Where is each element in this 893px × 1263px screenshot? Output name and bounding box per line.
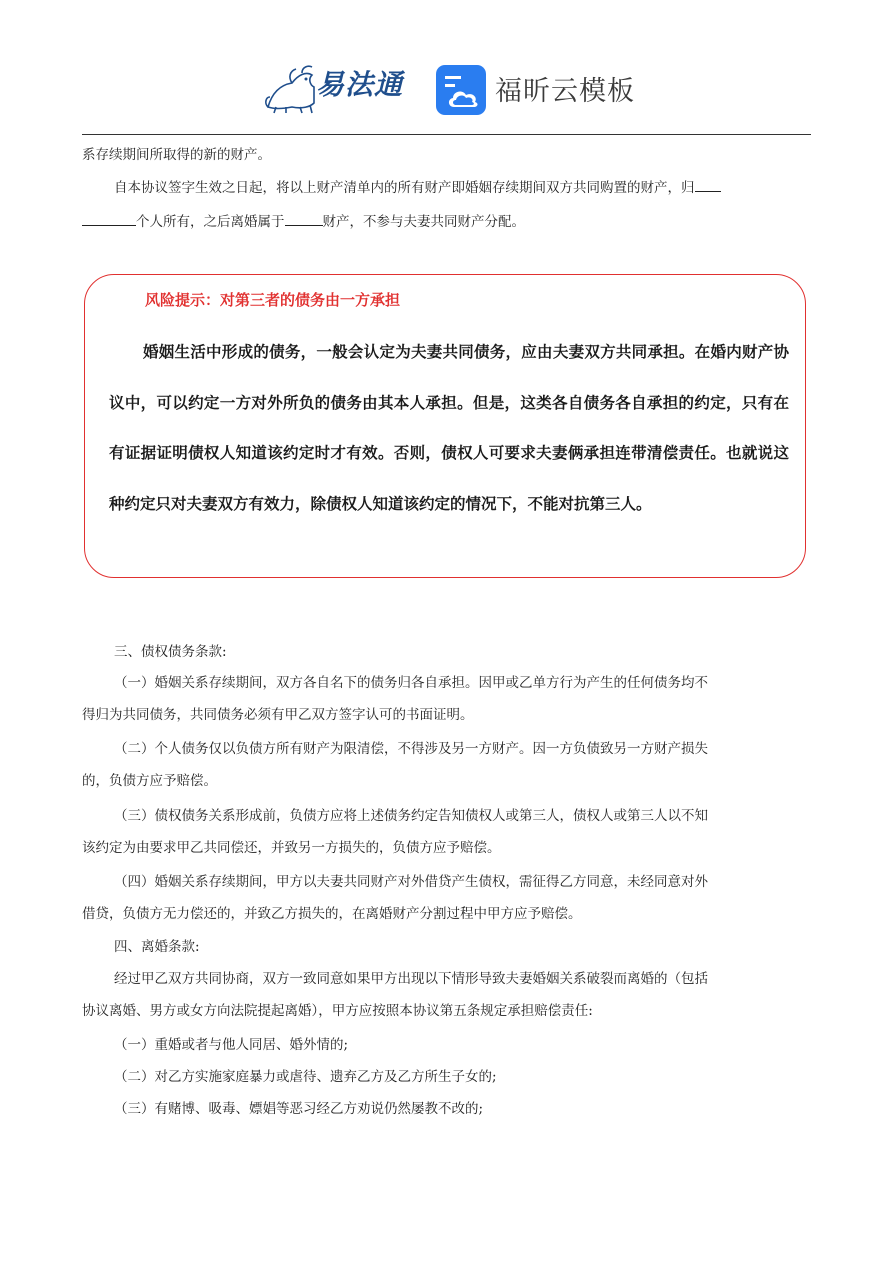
section-4 — [82, 937, 811, 957]
clause-line: 协议离婚、男方或女方向法院提起离婚），甲方应按照本协议第五条规定承担赔偿责任: — [82, 1003, 593, 1019]
blank-field — [695, 177, 721, 192]
list-item: （二）对乙方实施家庭暴力或虐待、遗弃乙方及乙方所生子女的; — [114, 1069, 497, 1085]
section-4-item-3 — [82, 1099, 811, 1119]
list-item: （一）重婚或者与他人同居、婚外情的; — [114, 1037, 349, 1053]
section-3-item-4 — [82, 872, 811, 924]
section-3-item-3 — [82, 806, 811, 858]
header-divider — [82, 134, 811, 135]
yifatong-logo-text: 易法通 — [316, 68, 404, 101]
clause-line: （四）婚姻关系存续期间，甲方以夫妻共同财产对外借贷产生债权，需征得乙方同意，未经同意对外 — [114, 874, 708, 890]
clause-line: 借贷，负债方无力偿还的，并致乙方损失的，在离婚财产分割过程中甲方应予赔偿。 — [82, 906, 582, 922]
section-4-item-2 — [82, 1067, 811, 1087]
section-4-heading: 四、离婚条款: — [114, 939, 200, 955]
intro-line-3-text-a: 个人所有，之后离婚属于 — [136, 214, 285, 230]
page-header — [0, 55, 893, 125]
section-3-item-1 — [82, 673, 811, 725]
clause-line: 得归为共同债务，共同债务必须有甲乙双方签字认可的书面证明。 — [82, 707, 474, 723]
clause-line: （一）婚姻关系存续期间，双方各自名下的债务归各自承担。因甲或乙单方行为产生的任何债务均不 — [114, 675, 708, 691]
intro-line-3 — [82, 211, 811, 232]
risk-notice-body: 婚姻生活中形成的债务，一般会认定为夫妻共同债务，应由夫妻双方共同承担。在婚内财产协议中，可以约定一方对外所负的债务由其本人承担。但是，这类各自债务各自承担的约定，只有在有证据证明债权人知道该约定时才有效。否则，债权人可要求夫妻俩承担连带清偿责任。也就说这种约定只对夫妻双方有效力，除债权人知道该约定的情况下，不能对抗第三人。 — [109, 343, 789, 513]
clause-line: 经过甲乙双方共同协商，双方一致同意如果甲方出现以下情形导致夫妻婚姻关系破裂而离婚的（包括 — [114, 971, 708, 987]
section-4-item-1 — [82, 1035, 811, 1055]
clause-line: （三）债权债务关系形成前，负债方应将上述债务约定告知债权人或第三人，债权人或第三人以不知 — [114, 808, 708, 824]
clause-line: 该约定为由要求甲乙共同偿还，并致另一方损失的，负债方应予赔偿。 — [82, 840, 501, 856]
risk-notice-box — [84, 274, 806, 578]
clause-line: 的，负债方应予赔偿。 — [82, 773, 217, 789]
section-3-item-2 — [82, 739, 811, 791]
section-4-intro — [82, 969, 811, 1021]
intro-line-2 — [82, 177, 811, 198]
blank-field — [285, 211, 323, 226]
intro-line-2-text: 自本协议签字生效之日起，将以上财产清单内的所有财产即婚姻存续期间双方共同购置的财产，归 — [114, 180, 695, 196]
clause-line: （二）个人债务仅以负债方所有财产为限清偿，不得涉及另一方财产。因一方负债致另一方财产损失 — [114, 741, 708, 757]
blank-field — [82, 211, 136, 226]
section-3-heading: 三、债权债务条款: — [114, 644, 227, 660]
section-3 — [82, 642, 811, 662]
foxit-cloud-logo-text: 福昕云模板 — [495, 76, 635, 107]
intro-line-1: 系存续期间所取得的新的财产。 — [82, 147, 271, 163]
foxit-cloud-logo-icon — [436, 65, 486, 115]
risk-notice-title: 风险提示：对第三者的债务由一方承担 — [145, 291, 401, 309]
list-item: （三）有赌博、吸毒、嫖娼等恶习经乙方劝说仍然屡教不改的; — [114, 1101, 484, 1117]
intro-line-3-text-b: 财产，不参与夫妻共同财产分配。 — [322, 214, 525, 230]
